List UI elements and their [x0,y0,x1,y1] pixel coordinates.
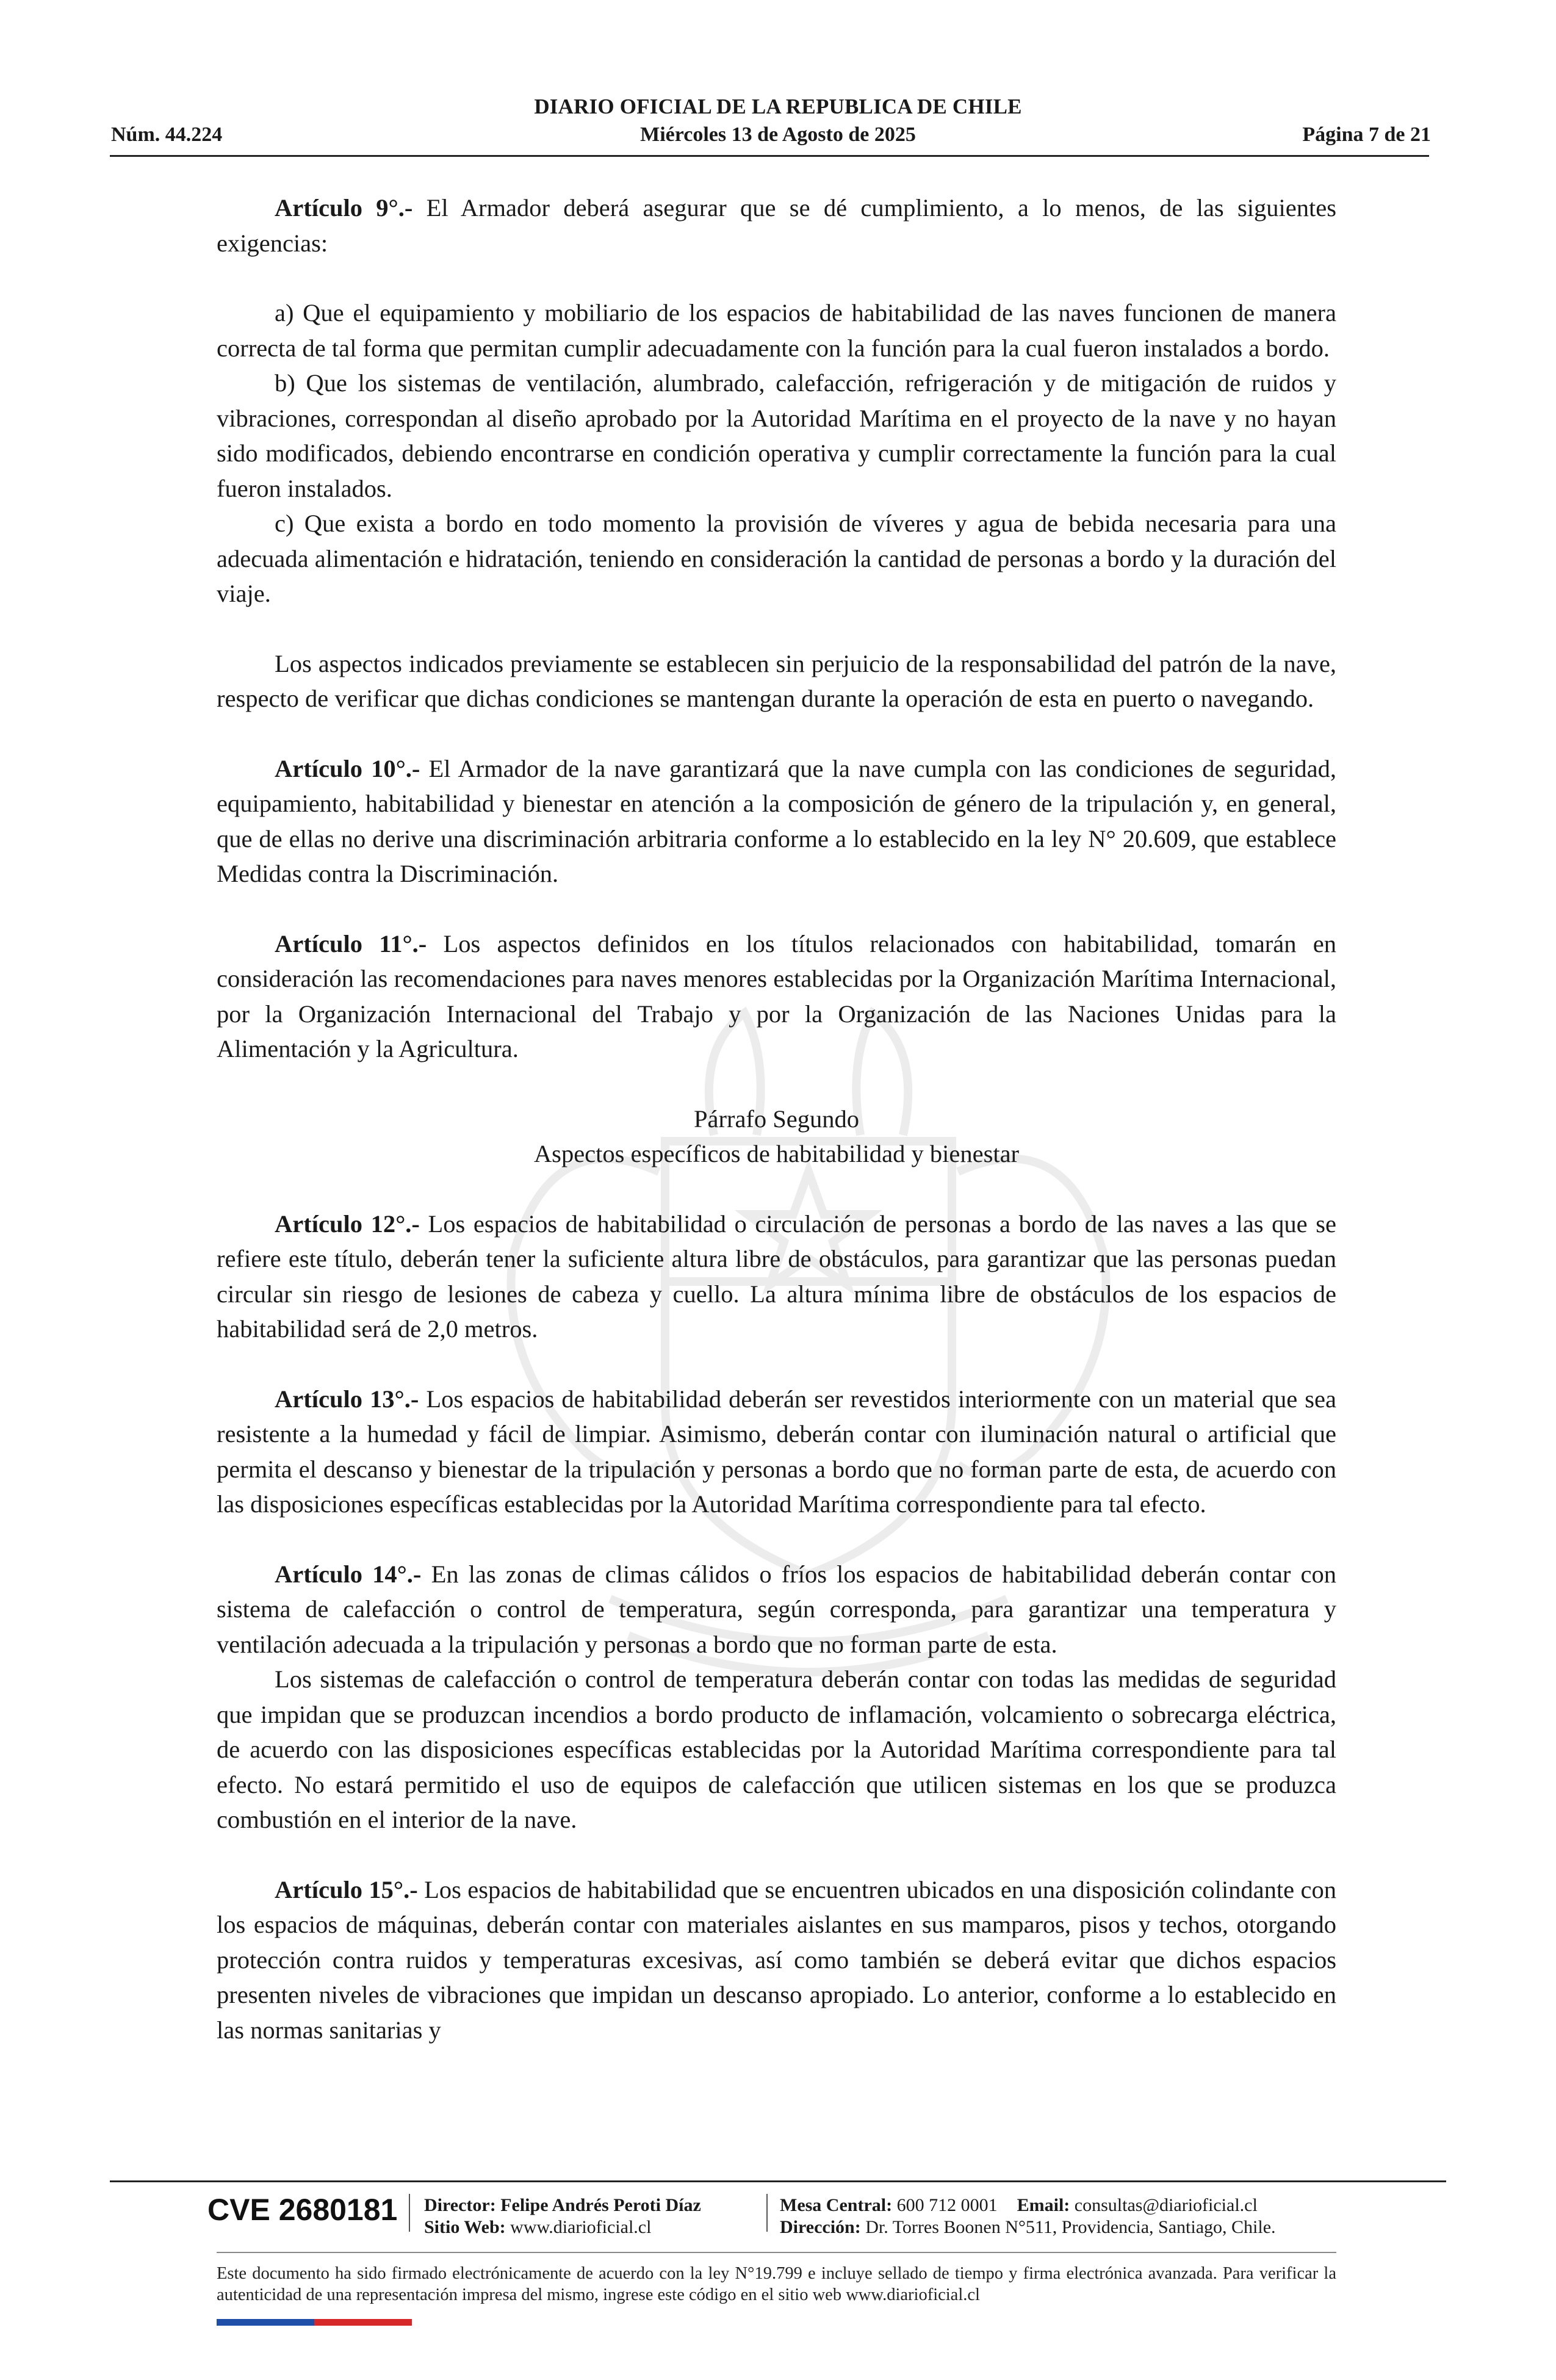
article-12: Artículo 12°.- Los espacios de habitabilidad o circulación de personas a bordo de las naves a las que se refiere este título, deberán tener la suficiente altura libre de obstáculos, para garantizar que las personas puedan circular sin riesgo de lesiones de cabeza y cuello. La altura mínima libre de obstáculos de los espacios de habitabilidad será de 2,0 metros. [217,1210,1336,1343]
article-14-title: Artículo 14°.- [275,1560,422,1588]
section-subheading: Aspectos específicos de habitabilidad y bienestar [533,1140,1020,1167]
article-9-note: Los aspectos indicados previamente se establecen sin perjuicio de la responsabilidad del patrón de la nave, respecto de verificar que dichas condiciones se mantengan durante la operación de esta en puerto o navegando. [217,649,1336,712]
address: Dr. Torres Boonen N°511, Providencia, Santiago, Chile. [860,2217,1276,2237]
article-14-paragraph-2: Los sistemas de calefacción o control de temperatura deberán contar con todas las medidas de seguridad que impidan que se produzcan incendios a bordo producto de inflamación, volcamiento o sobrecarga eléctrica, de acuerdo con las disposiciones específicas establecidas por la Autoridad Marítima correspondiente para tal efecto. No estará permitido el uso de equipos de calefacción que utilicen sistemas en los que se produzca combustión en el interior de la nave. [217,1665,1336,1833]
article-15: Artículo 15°.- Los espacios de habitabilidad que se encuentren ubicados en una disposición colindante con los espacios de máquinas, deberán contar con materiales aislantes en sus mamparos, pisos y techos, otorgando protección contra ruidos y temperaturas excesivas, así como también se deberá evitar que dichos espacios presenten niveles de vibraciones que impidan un descanso apropiado. Lo anterior, conforme a lo establecido en las normas sanitarias y [217,1875,1336,2044]
article-9-title: Artículo 9°.- [275,194,413,222]
footer-contact-info: Mesa Central: 600 712 0001 Email: consultas@diarioficial.cl Dirección: Dr. Torres Boonen N°511, Providencia, Santiago, Chile. [780,2195,1276,2237]
article-15-title: Artículo 15°.- [275,1875,418,1903]
article-10: Artículo 10°.- El Armador de la nave garantizará que la nave cumpla con las condiciones de seguridad, equipamiento, habitabilidad y bienestar en atención a la composición de género de la tripulación y, en general, que de ellas no derive una discriminación arbitraria conforme a lo establecido en la ley N° 20.609, que establece Medidas contra la Discriminación. [217,754,1336,887]
director-name: Felipe Andrés Peroti Díaz [495,2195,701,2215]
article-12-title: Artículo 12°.- [275,1210,420,1238]
header-divider [110,155,1429,157]
cve-code: CVE 2680181 [207,2193,398,2227]
document-body [217,190,1336,2047]
article-11-title: Artículo 11°.- [275,929,427,957]
flag-red-segment [314,2319,412,2326]
article-9-item-b: b) Que los sistemas de ventilación, alumbrado, calefacción, refrigeración y de mitigación de ruidos y vibraciones, correspondan al diseño aprobado por la Autoridad Marítima en el proyecto de la nave y no hayan sido modificados, debiendo encontrarse en condición operativa y cumplir correctamente la función para la cual fueron instalados. [217,369,1336,502]
footer-inner-divider [217,2252,1336,2253]
footer-divider [110,2180,1446,2182]
email-link[interactable]: consultas@diarioficial.cl [1070,2195,1258,2215]
section-heading: Párrafo Segundo [693,1105,860,1133]
article-13-title: Artículo 13°.- [275,1385,419,1413]
article-11: Artículo 11°.- Los aspectos definidos en los títulos relacionados con habitabilidad, tomarán en consideración las recomendaciones para naves menores establecidas por la Organización Marítima Internacional, por la Organización Internacional del Trabajo y por la Organización de las Naciones Unidas para la Alimentación y la Agricultura. [217,929,1336,1062]
article-9-item-a: a) Que el equipamiento y mobiliario de los espacios de habitabilidad de las naves funcionen de manera correcta de tal forma que permitan cumplir adecuadamente con la función para la cual fueron instalados a bordo. [217,299,1336,362]
issue-number: Núm. 44.224 [111,123,223,146]
footer-separator [409,2194,410,2232]
article-9-item-c: c) Que exista a bordo en todo momento la provisión de víveres y agua de bebida necesaria para una adecuada alimentación e hidratación, teniendo en consideración la cantidad de personas a bordo y la duración del viaje. [217,510,1336,607]
page-indicator: Página 7 de 21 [1302,123,1431,146]
phone-number: 600 712 0001 [892,2195,998,2215]
website-link[interactable]: www.diarioficial.cl [505,2217,652,2237]
footer-director-info: Director: Felipe Andrés Peroti Díaz Sitio Web: www.diarioficial.cl [424,2195,701,2237]
signature-notice: Este documento ha sido firmado electrónicamente de acuerdo con la ley N°19.799 e incluye sellado de tiempo y firma electrónica avanzada. Para verificar la autenticidad de una representación impresa del mismo, ingrese este código en el sitio web www.diarioficial.cl [217,2264,1336,2304]
footer-separator [766,2194,768,2232]
article-14: Artículo 14°.- En las zonas de climas cálidos o fríos los espacios de habitabilidad deberán contar con sistema de calefacción o control de temperatura, según corresponda, para garantizar una temperatura y ventilación adecuada a la tripulación y personas a bordo que no forman parte de esta. [217,1560,1336,1658]
flag-blue-segment [217,2319,314,2326]
article-10-title: Artículo 10°.- [275,754,420,782]
newspaper-title: DIARIO OFICIAL DE LA REPUBLICA DE CHILE [534,95,1022,118]
publication-date: Miércoles 13 de Agosto de 2025 [640,123,916,146]
article-9-intro: Artículo 9°.- El Armador deberá asegurar que se dé cumplimiento, a lo menos, de las siguientes exigencias: [217,194,1336,257]
article-13: Artículo 13°.- Los espacios de habitabilidad deberán ser revestidos interiormente con un material que sea resistente a la humedad y fácil de limpiar. Asimismo, deberán contar con iluminación natural o artificial que permita el descanso y bienestar de la tripulación y personas a bordo que no forman parte de esta, de acuerdo con las disposiciones específicas establecidas por la Autoridad Marítima correspondiente para tal efecto. [217,1385,1336,1518]
